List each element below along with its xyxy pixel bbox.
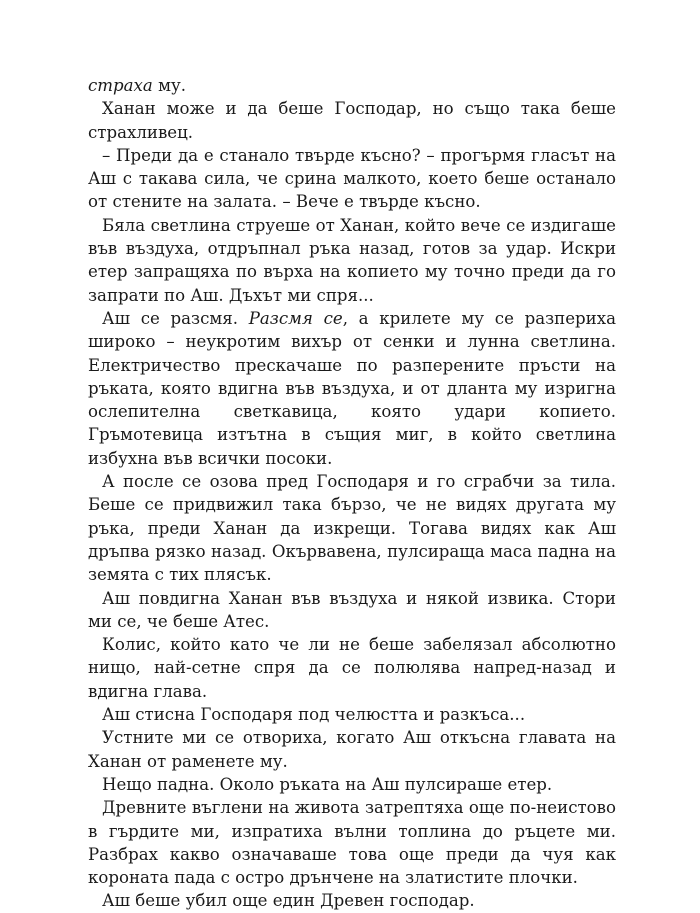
paragraph-9: Аш стисна Господаря под челюстта и разкъса... xyxy=(102,705,526,725)
paragraph-8: Колис, който като че ли не беше забелязал абсолютно нищо, най-сетне спря да се полюлява напред-назад и вдигна глава. xyxy=(88,635,616,701)
paragraph-5 xyxy=(88,307,616,470)
paragraph-12: Древните въглени на живота затрептяха още по-неистово в гърдите ми, изпратиха вълни топлина до ръцете ми. Разбрах какво означаваше това още преди да чуя как короната пада с остро дрънчене на златистите плочки. xyxy=(88,798,616,888)
paragraph-1 xyxy=(88,74,616,97)
paragraph-11: Нещо падна. Около ръката на Аш пулсираше етер. xyxy=(102,774,553,794)
book-page xyxy=(88,74,616,913)
paragraph-4: Бяла светлина струеше от Ханан, който вече се издигаше във въздуха, отдръпнал ръка назад, готов за удар. Искри етер запращяха по върха на копието му точно преди да го запрати по Аш. Дъхът ми спря... xyxy=(88,215,616,305)
paragraph-13: Аш беше убил още един Древен господар. xyxy=(102,891,475,911)
paragraph-text: , а крилете му се разпериха широко – неукротим вихър от сенки и лунна светлина. Електричество прескачаше по разперените пръсти на ръката, която вдигна във въздуха, и от дланта му изригна ослепителна светкавица, която удари копието. Гръмотевица изтътна в същия миг, в който светлина избухна във всички посоки. xyxy=(88,308,616,468)
italic-word: страха xyxy=(88,76,153,95)
paragraph-7: Аш повдигна Ханан във въздуха и някой извика. Стори ми се, че беше Атес. xyxy=(88,588,616,631)
paragraph-6: А после се озова пред Господаря и го сграбчи за тила. Беше се придвижил така бързо, че не видях другата му ръка, преди Ханан да изкрещи. Тогава видях как Аш дръпва рязко назад. Окървавена, пулсираща маса падна на земята с тих плясък. xyxy=(88,472,616,585)
paragraph-3: – Преди да е станало твърде късно? – прогърмя гласът на Аш с такава сила, че срина малкото, което беше останало от стените на залата. – Вече е твърде късно. xyxy=(88,145,616,212)
paragraph-text: Аш се разсмя. xyxy=(102,308,249,328)
paragraph-text: му. xyxy=(152,76,187,95)
italic-phrase: Разсмя се xyxy=(248,308,343,328)
paragraph-2: Ханан може и да беше Господар, но също така беше страхливец. xyxy=(88,99,616,142)
paragraph-10: Устните ми се отвориха, когато Аш откъсна главата на Ханан от раменете му. xyxy=(88,728,616,771)
